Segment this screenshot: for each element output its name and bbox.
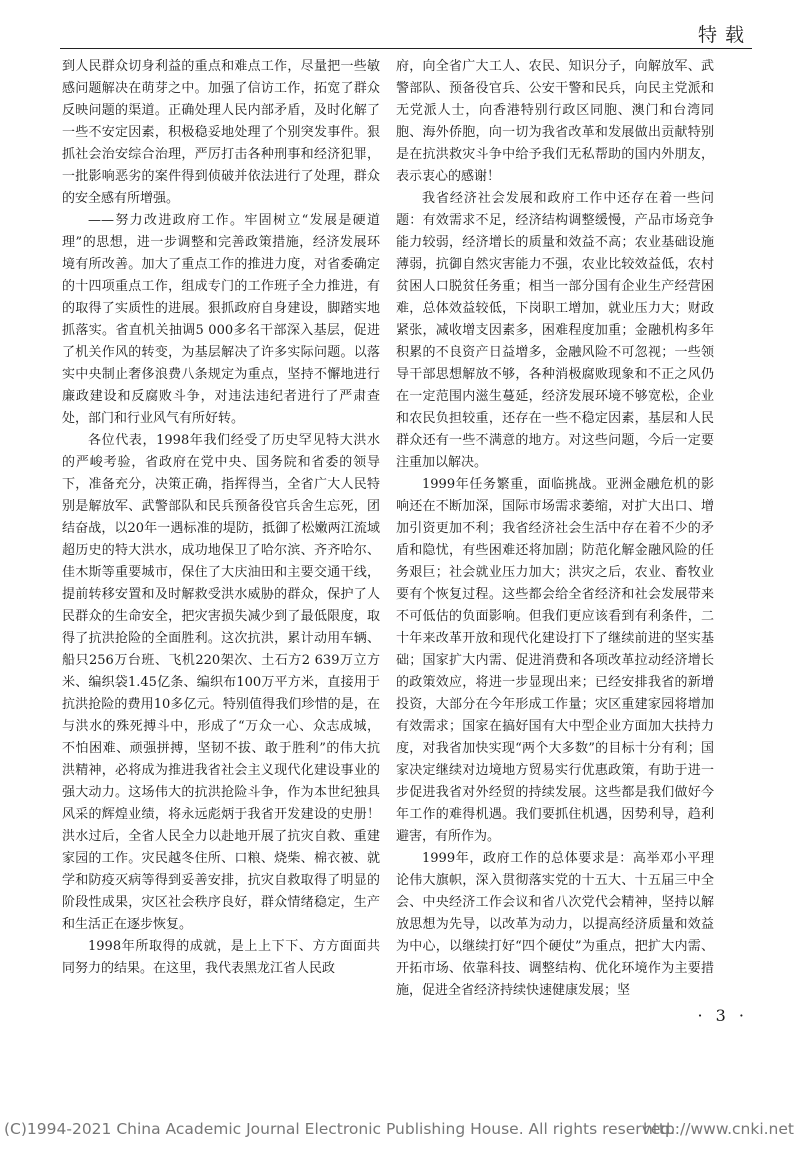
paragraph-left-4: 1998年所取得的成就，是上上下下、方方面面共同努力的结果。在这里，我代表黑龙江省人民政 bbox=[62, 939, 380, 976]
header-rule bbox=[60, 48, 752, 49]
paragraph-left-3: 各位代表，1998年我们经受了历史罕见特大洪水的严峻考验，省政府在党中央、国务院和省委的领导下，准备充分，决策正确，指挥得当，全省广大人民特别是解放军、武警部队和民兵预备役官兵舍生忘死，团结奋战，以20年一遇标准的堤防，抵御了松嫩两江流域超历史的特大洪水，成功地保卫了哈尔滨、齐齐哈尔、佳木斯等重要城市，保住了大庆油田和主要交通干线，提前转移安置和及时解救受洪水威胁的群众，保护了人民群众的生命安全，把灾害损失减少到了最低限度，取得了抗洪抢险的全面胜利。这次抗洪，累计动用车辆、船只256万台班、飞机220架次、土石方2 639万立方米、编织袋1.45亿条、编织布100万平方米，直接用于抗洪抢险的费用10多亿元。特别值得我们珍惜的是，在与洪水的殊死搏斗中，形成了“万众一心、众志成城，不怕困难、顽强拼搏，坚韧不拔、敢于胜利”的伟大抗洪精神，必将成为推进我省社会主义现代化建设事业的强大动力。这场伟大的抗洪抢险斗争，作为本世纪独具风采的辉煌业绩，将永远彪炳于我省开发建设的史册！洪水过后，全省人民全力以赴地开展了抗灾自救、重建家园的工作。灾民越冬住所、口粮、烧柴、棉衣被、就学和防疫灭病等得到妥善安排，抗灾自救取得了明显的阶段性成果，灾区社会秩序良好，群众情绪稳定，生产和生活正在逐步恢复。 bbox=[62, 433, 380, 932]
footer-url[interactable]: http://www.cnki.net bbox=[642, 1120, 794, 1138]
paragraph-right-4: 1999年，政府工作的总体要求是：高举邓小平理论伟大旗帜，深入贯彻落实党的十五大、十五届三中全会、中央经济工作会议和省八次党代会精神，坚持以解放思想为先导，以改革为动力，以提高经济质量和效益为中心，以继续打好“四个硬仗”为重点，把扩大内需、开拓市场、依靠科技、调整结构、优化环境作为主要措施，促进全省经济持续快速健康发展；坚 bbox=[396, 851, 714, 998]
footer-copyright: (C)1994-2021 China Academic Journal Electronic Publishing House. All rights reserved. bbox=[4, 1120, 676, 1138]
paragraph-left-2: ——努力改进政府工作。牢固树立“发展是硬道理”的思想，进一步调整和完善政策措施，经济发展环境有所改善。加大了重点工作的推进力度，对省委确定的十四项重点工作，组成专门的工作班子全力推进，有的取得了实质性的进展。狠抓政府自身建设，脚踏实地抓落实。省直机关抽调5 000多名干部深入基层，促进了机关作风的转变，为基层解决了许多实际问题。以落实中央制止奢侈浪费八条规定为重点，坚持不懈地进行廉政建设和反腐败斗争，对违法违纪者进行了严肃查处，部门和行业风气有所好转。 bbox=[62, 213, 380, 426]
paragraph-right-2: 我省经济社会发展和政府工作中还存在着一些问题：有效需求不足，经济结构调整缓慢，产品市场竞争能力较弱，经济增长的质量和效益不高；农业基础设施薄弱，抗御自然灾害能力不强，农业比较效益低，农村贫困人口脱贫任务重；相当一部分国有企业生产经营困难，总体效益较低，下岗职工增加，就业压力大；财政紧张，减收增支因素多，困难程度加重；金融机构多年积累的不良资产日益增多，金融风险不可忽视；一些领导干部思想解放不够，各种消极腐败现象和不正之风仍在一定范围内滋生蔓延，经济发展环境不够宽松，企业和农民负担较重，还存在一些不稳定因素，基层和人民群众还有一些不满意的地方。对这些问题，今后一定要注重加以解决。 bbox=[396, 191, 714, 470]
left-column bbox=[62, 56, 380, 980]
paragraph-right-3: 1999年任务繁重，面临挑战。亚洲金融危机的影响还在不断加深，国际市场需求萎缩，对扩大出口、增加引资更加不利；我省经济社会生活中存在着不少的矛盾和隐忧，有些困难还将加剧；防范化解金融风险的任务艰巨；社会就业压力加大；洪灾之后，农业、畜牧业要有个恢复过程。这些都会给全省经济和社会发展带来不可低估的负面影响。但我们更应该看到有利条件，二十年来改革开放和现代化建设打下了继续前进的坚实基础；国家扩大内需、促进消费和各项改革拉动经济增长的政策效应，将进一步显现出来；已经安排我省的新增投资，大部分在今年形成工作量；灾区重建家园将增加有效需求；国家在搞好国有大中型企业方面加大扶持力度，对我省加快实现“两个大多数”的目标十分有利；国家决定继续对边境地方贸易实行优惠政策，有助于进一步促进我省对外经贸的持续发展。这些都是我们做好今年工作的难得机遇。我们要抓住机遇，因势利导，趋利避害，有所作为。 bbox=[396, 477, 714, 844]
right-column bbox=[396, 56, 714, 1002]
section-label: 特载 bbox=[697, 24, 752, 46]
page-number: · 3 · bbox=[697, 1006, 748, 1025]
paragraph-left-1: 到人民群众切身利益的重点和难点工作，尽量把一些敏感问题解决在萌芽之中。加强了信访工作，拓宽了群众反映问题的渠道。正确处理人民内部矛盾，及时化解了一些不安定因素，积极稳妥地处理了个别突发事件。狠抓社会治安综合治理，严厉打击各种刑事和经济犯罪，一批影响恶劣的案件得到侦破并依法进行了处理，群众的安全感有所增强。 bbox=[62, 59, 380, 206]
paragraph-right-1: 府，向全省广大工人、农民、知识分子，向解放军、武警部队、预备役官兵、公安干警和民兵，向民主党派和无党派人士，向香港特别行政区同胞、澳门和台湾同胞、海外侨胞，向一切为我省改革和发展做出贡献特别是在抗洪救灾斗争中给予我们无私帮助的国内外朋友，表示衷心的感谢！ bbox=[396, 59, 714, 184]
